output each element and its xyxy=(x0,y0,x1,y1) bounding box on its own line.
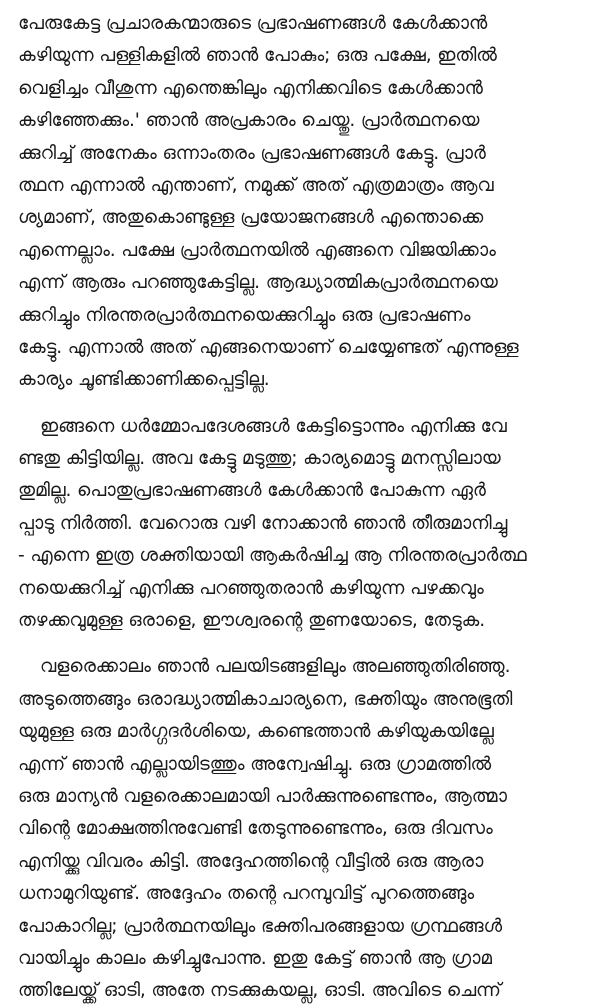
text-line: ധനാമുറിയുണ്ട്. അദ്ദേഹം തന്റെ പറമ്പുവിട്ട് പുറത്തെങ്ങും xyxy=(18,883,475,905)
text-line: ണ്ടതു കിട്ടിയില്ല. അവ കേട്ടു മടുത്തു; കാര്യമൊട്ടു മനസ്സിലായ xyxy=(18,448,501,470)
text-line: ത്തിലേയ്ക്ക് ഓടി, അതേ നടക്കുകയല്ല, ഓടി. അവിടെ ചെന്ന് xyxy=(18,980,501,1002)
text-line: ക്കുറിച്ച് അനേകം ഒന്നാംതരം പ്രഭാഷണങ്ങൾ കേട്ടു. പ്രാർ xyxy=(18,142,486,164)
text-line: പോകാറില്ല; പ്രാർത്ഥനയിലും ഭക്തിപരങ്ങളായ ഗ്രന്ഥങ്ങൾ xyxy=(18,915,503,937)
text-line: പേരുകേട്ട പ്രചാരകന്മാരുടെ പ്രഭാഷണങ്ങൾ കേൾക്കാൻ xyxy=(18,13,488,34)
text-line: തഴക്കവുമുള്ള ഒരാളെ, ഈശ്വരന്റെ തുണയോടെ, തേടുക. xyxy=(18,610,486,632)
text-line: പ്പാടു നിർത്തി. വേറൊരു വഴി നോക്കാൻ ഞാൻ തീരുമാനിച്ചു xyxy=(18,512,508,534)
text-line: ശ്യമാണ്, അതുകൊണ്ടുള്ള പ്രയോജനങ്ങൾ എന്തൊക്കെ xyxy=(18,207,484,229)
text-line: എന്നെല്ലാം. പക്ഷേ പ്രാർത്ഥനയിൽ എങ്ങനെ വിജയിക്കാം xyxy=(18,239,496,261)
text-line: കഴിയുന്ന പള്ളികളിൽ ഞാൻ പോകും; ഒരു പക്ഷേ, ഇതിൽ xyxy=(18,45,497,67)
text-line: എന്ന് ആരും പറഞ്ഞുകേട്ടില്ല. ആദ്ധ്യാത്മികപ്രാർത്ഥനയെ xyxy=(18,272,498,294)
text-line: എന്ന് ഞാൻ എല്ലായിടത്തും അന്വേഷിച്ചു. ഒരു ഗ്രാമത്തിൽ xyxy=(18,753,492,775)
text-line: ക്കുറിച്ചും നിരന്തരപ്രാർത്ഥനയെക്കുറിച്ചും ഒരു പ്രഭാഷണം xyxy=(18,304,471,326)
text-line: ഇങ്ങനെ ധർമ്മോപദേശങ്ങൾ കേട്ടിട്ടൊന്നും എനിക്കു വേ xyxy=(40,415,507,437)
text-line: എനിയ്ക്കു വിവരം കിട്ടി. അദ്ദേഹത്തിന്റെ വീട്ടിൽ ഒരു ആരാ xyxy=(18,850,484,872)
paragraph-2 xyxy=(18,411,584,638)
paragraph-1 xyxy=(18,8,584,397)
text-line: ത്ഥന എന്നാൽ എന്താണ്, നമുക്ക് അത് എത്രമാത്രം ആവ xyxy=(18,174,494,196)
text-line: വായിച്ചും കാലം കഴിച്ചുപോന്നു. ഇതു കേട്ട് ഞാൻ ആ ഗ്രാമ xyxy=(18,947,492,969)
text-line: കേട്ടു. എന്നാൽ അത് എങ്ങനെയാണ് ചെയ്യേണ്ടത് എന്നുള്ള xyxy=(18,336,519,358)
text-line: വെളിച്ചം വീശുന്ന എന്തെങ്കിലും എനിക്കവിടെ കേൾക്കാൻ xyxy=(18,77,483,99)
text-line: യുമുള്ള ഒരു മാർഗ്ഗദർശിയെ, കണ്ടെത്താൻ കഴിയുകയില്ലേ xyxy=(18,721,494,743)
text-line: നയെക്കുറിച്ച് എനിക്കു പറഞ്ഞുതരാൻ കഴിയുന്ന പഴക്കവും xyxy=(18,577,484,599)
text-line: തുമില്ല. പൊതുപ്രഭാഷണങ്ങൾ കേൾക്കാൻ പോകുന്ന ഏർ xyxy=(18,480,486,502)
text-line: ഒരു മാന്യൻ വളരെക്കാലമായി പാർക്കുന്നുണ്ടെന്നും, ആത്മാ xyxy=(18,785,507,807)
text-line: - എന്നെ ഇത്ര ശക്തിയായി ആകർഷിച്ച ആ നിരന്തരപ്രാർത്ഥ xyxy=(18,545,527,567)
text-line: കാര്യം ചൂണ്ടിക്കാണിക്കപ്പെട്ടില്ല. xyxy=(18,369,270,391)
paragraph-3 xyxy=(18,651,584,1007)
text-line: കഴിഞ്ഞേക്കും.' ഞാൻ അപ്രകാരം ചെയ്തു. പ്രാർത്ഥനയെ xyxy=(18,110,480,132)
text-line: വിന്റെ മോക്ഷത്തിനുവേണ്ടി തേടുന്നുണ്ടെന്നും, ഒരു ദിവസം xyxy=(18,818,493,840)
text-line: വളരെക്കാലം ഞാൻ പലയിടങ്ങളിലും അലഞ്ഞുതിരിഞ്ഞു. xyxy=(40,656,511,678)
text-line: അടുത്തെങ്ങും ഒരാദ്ധ്യാത്മികാചാര്യനെ, ഭക്തിയും അനുഭൂതി xyxy=(18,688,513,710)
